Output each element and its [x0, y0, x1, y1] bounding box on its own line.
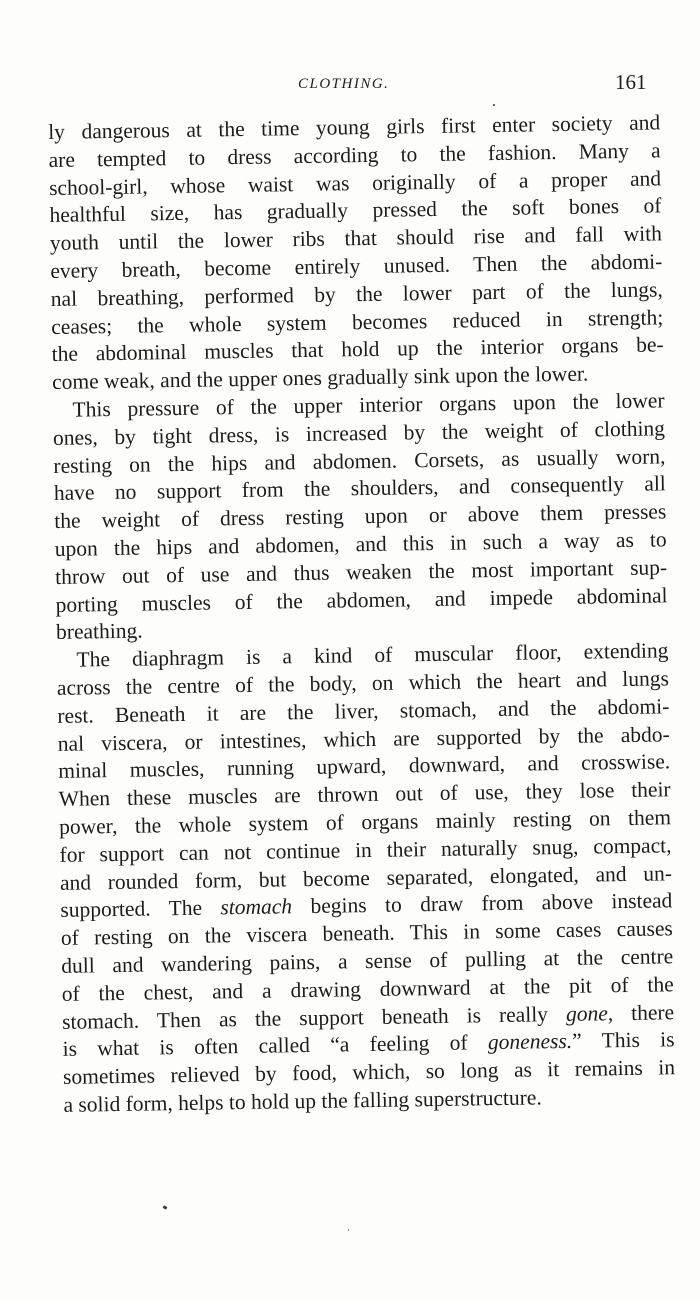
print-speck — [348, 1229, 349, 1231]
text-line: across the centre of the body, on which the heart and lungs — [56, 666, 670, 700]
text-line: school-girl, whose waist was originally of a proper and — [48, 165, 662, 200]
text-line: of the chest, and a drawing downward at the pit of the — [61, 971, 674, 1006]
text-line: The diaphragm is a kind of muscular floor, extending — [76, 638, 669, 672]
text-line: supported. The stomach begins to draw from above instead — [60, 888, 673, 923]
text-line: have no support from the shoulders, and consequently all — [53, 471, 666, 506]
paragraph-1 — [48, 109, 664, 397]
text-line: ceases; the whole system becomes reduced in strength; — [51, 304, 664, 339]
text-line: power, the whole system of organs mainly resting on them — [58, 805, 672, 839]
text-line: of resting on the viscera beneath. This in some cases causes — [60, 916, 673, 951]
text-line: This pressure of the upper interior organs upon the lower — [72, 388, 665, 422]
text-line: is what is often called “a feeling of goneness.” This is — [62, 1027, 675, 1062]
paragraph-3 — [56, 637, 675, 1119]
text-line: rest. Beneath it are the liver, stomach, and the abdomi- — [57, 694, 670, 728]
text-line: are tempted to dress according to the fashion. Many a — [48, 138, 661, 172]
text-line: nal breathing, performed by the lower part of the lungs, — [50, 277, 663, 311]
text-line: nal viscera, or intestines, which are supported by the abdo- — [57, 721, 670, 756]
text-line: a solid form, helps to hold up the falling superstructure. — [63, 1085, 542, 1117]
print-speck — [163, 1205, 168, 1210]
text-line: When these muscles are thrown out of use, they lose their — [58, 777, 671, 812]
page-header — [0, 70, 700, 100]
text-line: minal muscles, running upward, downward, and crosswise. — [58, 749, 671, 784]
text-line: upon the hips and abdomen, and this in such a way as to — [54, 527, 667, 561]
text-line: youth until the lower ribs that should rise and fall with — [49, 221, 663, 256]
text-line: the weight of dress resting upon or above them presses — [54, 499, 667, 534]
text-line: every breath, become entirely unused. Then the abdomi- — [50, 249, 663, 283]
text-line: throw out of use and thus weaken the most important sup- — [55, 555, 668, 589]
text-line: and rounded form, but become separated, elongated, and un- — [59, 860, 673, 895]
text-line: dull and wandering pains, a sense of pulling at the centre — [61, 944, 674, 978]
print-speck — [493, 104, 495, 106]
text-line: stomach. Then as the support beneath is really gone, there — [61, 999, 675, 1034]
paragraph-2 — [52, 387, 668, 647]
text-line: for support can not continue in their naturally snug, compact, — [59, 833, 672, 867]
page-number: 161 — [615, 70, 647, 94]
text-line: breathing. — [55, 618, 143, 645]
text-line: ones, by tight dress, is increased by the weight of clothing — [52, 416, 666, 450]
text-line: the abdominal muscles that hold up the interior organs be- — [51, 332, 664, 367]
body-text — [48, 109, 676, 1119]
text-line: ly dangerous at the time young girls first enter society and — [48, 110, 661, 144]
text-line: resting on the hips and abdomen. Corsets, as usually worn, — [53, 443, 666, 478]
text-line: healthful size, has gradually pressed the soft bones of — [49, 193, 662, 228]
running-head: CLOTHING. — [298, 76, 390, 92]
text-line: come weak, and the upper ones gradually sink upon the lower. — [51, 361, 589, 395]
text-line: sometimes relieved by food, which, so long as it remains in — [62, 1055, 676, 1089]
text-line: porting muscles of the abdomen, and impede abdominal — [55, 582, 668, 617]
